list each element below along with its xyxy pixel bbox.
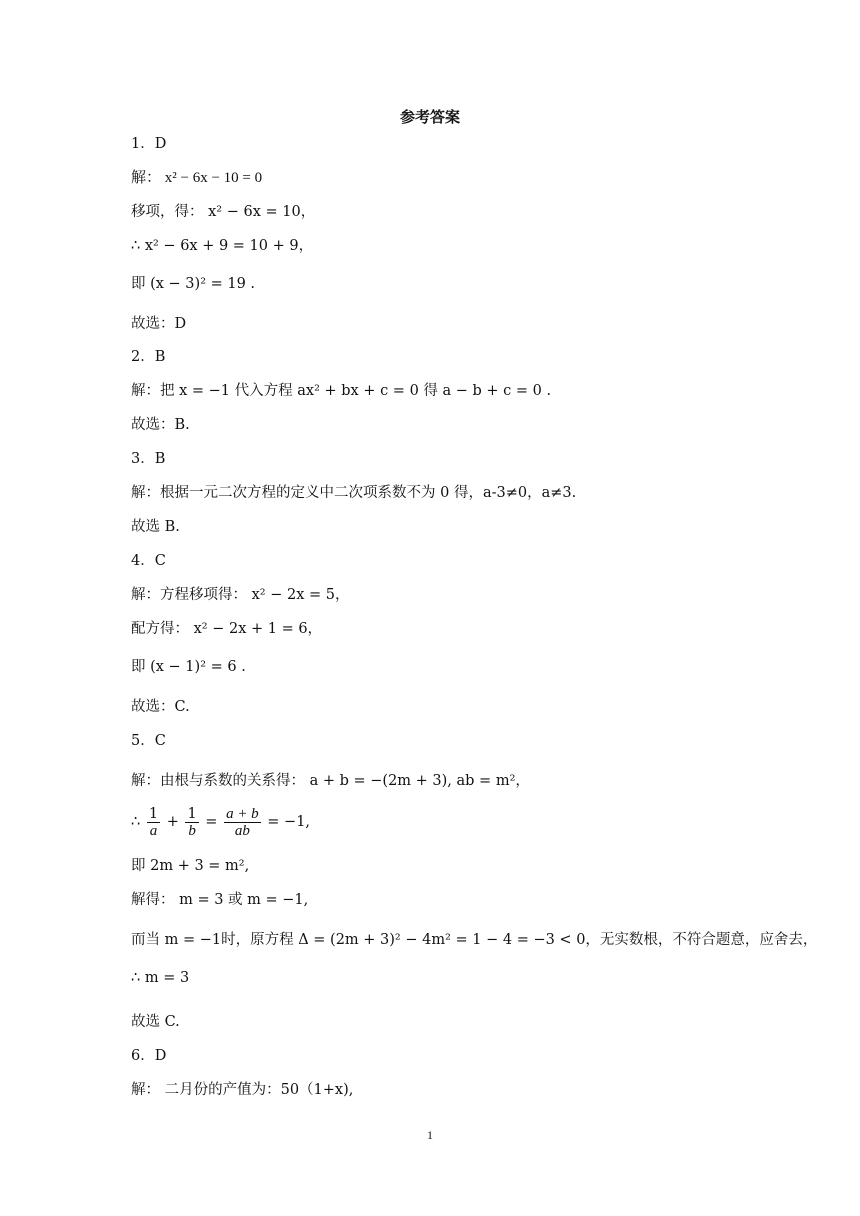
fraction-result: = −1, — [267, 814, 311, 830]
solution-line: 配方得： x² − 2x + 1 = 6， — [131, 621, 323, 637]
solution-line: 解： 二月份的产值为：50（1+x), — [131, 1082, 354, 1098]
solution-line: 解：把 x = −1 代入方程 ax² + bx + c = 0 得 a − b + c = 0 . — [131, 383, 552, 399]
solution-line: 解：由根与系数的关系得： a + b = −(2m + 3), ab = m²， — [131, 773, 530, 789]
answer-6-heading: 6．D — [131, 1048, 167, 1064]
page-title: 参考答案 — [399, 108, 460, 126]
solution-line: 移项，得： x² − 6x = 10， — [131, 204, 316, 220]
solution-line: 即 2m + 3 = m², — [131, 858, 250, 874]
fraction-1-over-a: $\frac{1}{a}$ — [148, 805, 159, 839]
answer-1-heading: 1．D — [131, 136, 167, 152]
solution-line: 解：方程移项得： x² − 2x = 5， — [131, 587, 350, 603]
conclusion-line: 故选：C. — [131, 699, 190, 715]
plus-sign: + — [166, 814, 179, 830]
conclusion-line: 故选：D — [131, 316, 187, 332]
solution-line: 解： x² − 6x − 10 = 0 — [131, 170, 263, 186]
solution-line: 即 (x − 1)² = 6 . — [131, 659, 246, 675]
answer-5-heading: 5．C — [131, 733, 166, 749]
solution-line: 而当 m = −1时，原方程 Δ = (2m + 3)² − 4m² = 1 − 4 = −3 < 0，无实数根，不符合题意，应舍去， — [131, 932, 818, 948]
conclusion-line: 故选 B. — [131, 519, 180, 535]
answer-3-heading: 3．B — [131, 451, 166, 467]
conclusion-line: 故选 C. — [131, 1014, 180, 1030]
conclusion-line: 故选：B. — [131, 417, 190, 433]
therefore-symbol: ∴ — [131, 814, 141, 830]
page-number: 1 — [427, 1128, 433, 1142]
solution-line: 解得： m = 3 或 m = −1, — [131, 892, 309, 908]
fraction-equation — [131, 804, 310, 840]
fraction-1-over-b: $\frac{1}{b}$ — [187, 805, 197, 839]
answer-4-heading: 4．C — [131, 553, 166, 569]
solution-line: ∴ x² − 6x + 9 = 10 + 9， — [131, 238, 314, 254]
solution-line: 即 (x − 3)² = 19 . — [131, 276, 256, 292]
answer-2-heading: 2．B — [131, 349, 166, 365]
equals-sign: = — [205, 814, 218, 830]
solution-line: ∴ m = 3 — [131, 970, 190, 986]
fraction-sum-over-product: $\frac{a + b}{ab}$ — [226, 805, 259, 839]
solution-line: 解：根据一元二次方程的定义中二次项系数不为 0 得，a-3≠0，a≠3. — [131, 485, 577, 501]
